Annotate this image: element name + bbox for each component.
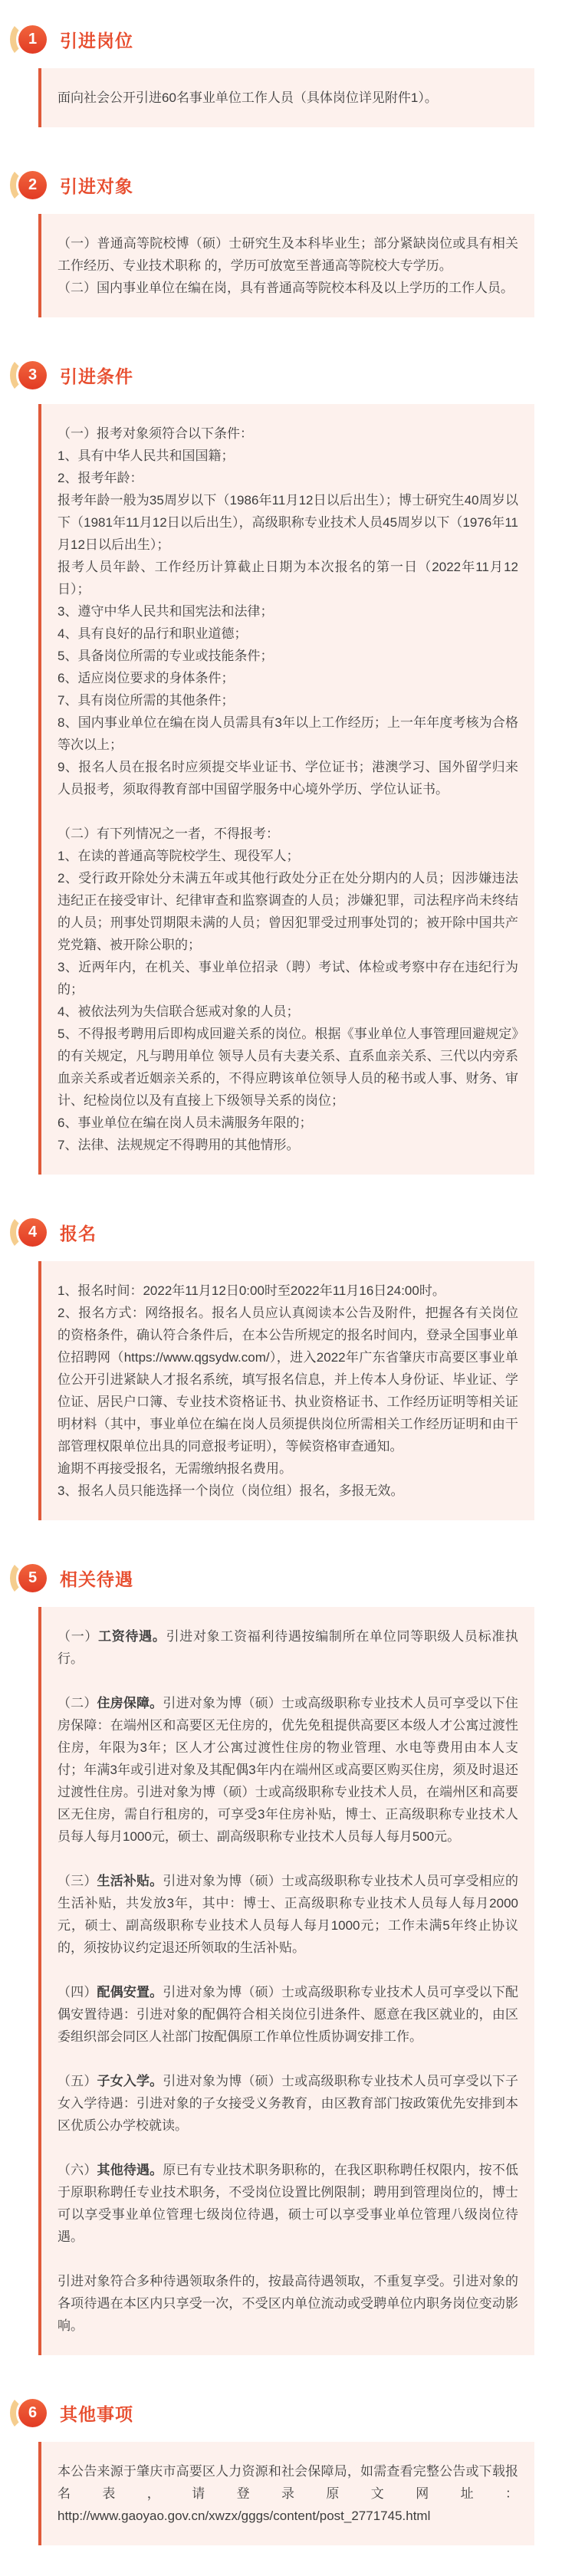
section-title: 引进岗位 — [60, 30, 133, 51]
paragraph-text: 逾期不再接受报名，无需缴纳报名费用。 — [58, 1461, 292, 1476]
paragraph-text: （一）普通高等院校博（硕）士研究生及本科毕业生；部分紧缺岗位或具有相关工作经历、专业技术职称 的，学历可放宽至普通高等院校大专学历。 — [58, 236, 518, 273]
paragraph — [58, 845, 518, 867]
section-number-badge — [18, 171, 47, 199]
paragraph — [58, 667, 518, 689]
paragraph — [58, 1870, 518, 1959]
section-content-box — [38, 2442, 534, 2545]
paragraph-text: 8、国内事业单位在编在岗人员需具有3年以上工作经历；上一年年度考核为合格等次以上； — [58, 715, 518, 752]
source-url[interactable]: http://www.gaoyao.gov.cn/xwzx/gggs/content/post_2771745.html — [58, 2509, 431, 2523]
paragraph-text: 引进对象为博（硕）士或高级职称专业技术人员可享受以下住房保障：在端州区和高要区无住房的，优先免租提供高要区本级人才公寓过渡性住房，年限为3年；区人才公寓过渡性住房的物业管理、水电等费用由本人支付；年满3年或引进对象及其配偶3年内在端州区或高要区购买住房，须及时退还过渡性住房。引进对象为博（硕）士或高级职称专业技术人员，在端州区和高要区无住房，需自行租房的，可享受3年住房补贴，博士、正高级职称专业技术人员每人每月1000元，硕士、副高级职称专业技术人员每人每月500元。 — [58, 1696, 519, 1844]
paragraph — [58, 645, 518, 667]
list-index: （三） — [58, 1874, 97, 1888]
paragraph-text: 2、受行政开除处分未满五年或其他行政处分正在处分期内的人员；因涉嫌违法违纪正在接受审计、纪律审查和监察调查的人员；涉嫌犯罪，司法程序尚未终结的人员；刑事处罚期限未满的人员；曾因犯罪受过刑事处罚的；被开除中国共产党党籍、被开除公职的； — [58, 871, 518, 952]
paragraph — [58, 277, 518, 299]
section-content-box — [38, 1261, 534, 1520]
paragraph — [58, 1280, 518, 1302]
section-content-box — [38, 1607, 534, 2355]
section-number: 5 — [18, 1564, 47, 1592]
section-number-badge — [18, 1564, 47, 1592]
paragraph-text: （二）国内事业单位在编在岗，具有普通高等院校本科及以上学历的工作人员。 — [58, 281, 514, 295]
paragraph — [58, 956, 518, 1001]
paragraph — [58, 232, 518, 277]
paragraph — [58, 1134, 518, 1156]
paragraph-text: 引进对象符合多种待遇领取条件的，按最高待遇领取，不重复享受。引进对象的各项待遇在本区内只享受一次，不受区内单位流动或受聘单位内职务岗位变动影响。 — [58, 2274, 518, 2333]
section-title: 引进条件 — [60, 366, 133, 386]
paragraph-text: 引进对象为博（硕）士或高级职称专业技术人员可享受以下子女入学待遇：引进对象的子女接受义务教育，由区教育部门按政策优先安排到本区优质公办学校就读。 — [58, 2074, 519, 2133]
paragraph-label: 工资待遇。 — [98, 1629, 166, 1644]
paragraph-text: 面向社会公开引进60名事业单位工作人员（具体岗位详见附件1）。 — [58, 90, 438, 105]
paragraph-text: 引进对象为博（硕）士或高级职称专业技术人员可享受相应的生活补贴，共发放3年，其中：博士、正高级职称专业技术人员每人每月2000元，硕士、副高级职称专业技术人员每人每月1000元；工作未满5年终止协议的，须按协议约定退还所领取的生活补贴。 — [58, 1874, 519, 1955]
announcement-section — [0, 1214, 575, 1520]
paragraph-text: 5、具备岗位所需的专业或技能条件； — [58, 649, 274, 663]
section-title: 引进对象 — [60, 176, 133, 196]
paragraph — [58, 467, 518, 489]
section-number-badge — [18, 2399, 47, 2427]
announcement-section — [0, 1560, 575, 2355]
section-number: 3 — [18, 361, 47, 389]
paragraph — [58, 600, 518, 623]
paragraph — [58, 1981, 518, 2048]
paragraph-label: 子女入学。 — [97, 2074, 163, 2088]
paragraph — [58, 823, 518, 845]
paragraph — [58, 1112, 518, 1134]
paragraph-text: 报考人员年龄、工作经历计算截止日期为本次报名的第一日（2022年11月12日）； — [58, 560, 518, 596]
paragraph-text: 3、近两年内，在机关、事业单位招录（聘）考试、体检或考察中存在违纪行为的； — [58, 960, 518, 997]
paragraph-text: 2、报考年龄： — [58, 471, 143, 485]
paragraph — [58, 1457, 518, 1480]
list-index: （五） — [58, 2074, 97, 2088]
paragraph — [58, 1692, 518, 1848]
paragraph-text: 1、报名时间：2022年11月12日0:00时至2022年11月16日24:00时。 — [58, 1283, 445, 1298]
paragraph — [58, 689, 518, 711]
paragraph-text: 1、在读的普通高等院校学生、现役军人； — [58, 849, 300, 863]
paragraph-text: 引进对象工资福利待遇按编制所在单位同等职级人员标准执行。 — [58, 1629, 519, 1666]
section-header — [18, 21, 575, 57]
announcement-section — [0, 2395, 575, 2545]
paragraph-text: 5、不得报考聘用后即构成回避关系的岗位。根据《事业单位人事管理回避规定》的有关规定，凡与聘用单位 领导人员有夫妻关系、直系血亲关系、三代以内旁系血亲关系或者近姻亲关系的，不得应聘该单位领导人员的秘书或人事、财务、审计、纪检岗位以及有直接上下级领导关系的岗位； — [58, 1027, 518, 1108]
section-title: 其他事项 — [60, 2404, 133, 2424]
section-number-badge — [18, 361, 47, 389]
paragraph-text: 7、具有岗位所需的其他条件； — [58, 693, 235, 708]
paragraph-text: 2、报名方式：网络报名。报名人员应认真阅读本公告及附件，把握各有关岗位的资格条件，确认符合条件后，在本公告所规定的报名时间内，登录全国事业单位招聘网（https://www.qgsydw.com/），进入2022年广东省肇庆市高要区事业单位公开引进紧缺人才报名系统，填写报名信息，并上传本人身份证、毕业证、学位证、居民户口簿、专业技术资格证书、执业资格证书、工作经历证明等相关证明材料（其中，事业单位在编在岗人员须提供岗位所需相关工作经历证明和由干部管理权限单位出具的同意报考证明），等候资格审查通知。 — [58, 1306, 518, 1454]
paragraph-text: 3、遵守中华人民共和国宪法和法律； — [58, 604, 274, 619]
announcement-section — [0, 357, 575, 1175]
paragraph — [58, 422, 518, 445]
paragraph — [58, 623, 518, 645]
paragraph — [58, 445, 518, 467]
paragraph — [58, 2270, 518, 2337]
paragraph-text: 原已有专业技术职务职称的，在我区职称聘任权限内，按不低于原职称聘任专业技术职务，不受岗位设置比例限制；聘用到管理岗位的，博士可以享受事业单位管理七级岗位待遇，硕士可以享受事业单位管理八级岗位待遇。 — [58, 2163, 519, 2244]
paragraph — [58, 1625, 518, 1670]
section-content-box — [38, 404, 534, 1175]
paragraph — [58, 756, 518, 800]
paragraph-text: 1、具有中华人民共和国国籍； — [58, 449, 235, 463]
paragraph-text: 报考年龄一般为35周岁以下（1986年11月12日以后出生）；博士研究生40周岁以下（1981年11月12日以后出生），高级职称专业技术人员45周岁以下（1976年11月12日以后出生）； — [58, 493, 518, 552]
paragraph-label: 其他待遇。 — [97, 2163, 163, 2177]
paragraph — [58, 1001, 518, 1023]
paragraph-text: 本公告来源于肇庆市高要区人力资源和社会保障局，如需查看完整公告或下载报名表，请登录原文网址： — [58, 2464, 518, 2501]
paragraph-text: 4、被依法列为失信联合惩戒对象的人员； — [58, 1004, 300, 1019]
section-header — [18, 1560, 575, 1595]
announcement-section — [0, 21, 575, 127]
paragraph-label: 配偶安置。 — [97, 1985, 163, 1999]
paragraph-label: 生活补贴。 — [97, 1874, 163, 1888]
paragraph — [58, 87, 518, 109]
section-header — [18, 357, 575, 393]
paragraph-text: 9、报名人员在报名时应须提交毕业证书、学位证书；港澳学习、国外留学归来人员报考，须取得教育部中国留学服务中心境外学历、学位认证书。 — [58, 760, 518, 797]
paragraph-text: 6、事业单位在编在岗人员未满服务年限的； — [58, 1116, 313, 1130]
paragraph-text: 4、具有良好的品行和职业道德； — [58, 626, 248, 641]
list-index: （四） — [58, 1985, 97, 1999]
paragraph-label: 住房保障。 — [97, 1696, 163, 1710]
paragraph — [58, 2460, 518, 2527]
paragraph — [58, 1302, 518, 1457]
announcement-section — [0, 167, 575, 317]
paragraph — [58, 2159, 518, 2248]
section-title: 相关待遇 — [60, 1569, 133, 1589]
paragraph-text: （一）报考对象须符合以下条件： — [58, 426, 253, 441]
section-number: 6 — [18, 2399, 47, 2427]
section-number-badge — [18, 1218, 47, 1247]
section-number: 1 — [18, 25, 47, 54]
section-header — [18, 1214, 575, 1250]
paragraph — [58, 489, 518, 556]
section-header — [18, 167, 575, 202]
paragraph — [58, 867, 518, 956]
section-number: 2 — [18, 171, 47, 199]
paragraph — [58, 711, 518, 756]
paragraph — [58, 2070, 518, 2137]
paragraph — [58, 556, 518, 600]
paragraph-text: 6、适应岗位要求的身体条件； — [58, 671, 235, 685]
paragraph-text: 7、法律、法规规定不得聘用的其他情形。 — [58, 1138, 300, 1152]
section-header — [18, 2395, 575, 2430]
list-index: （二） — [58, 1696, 97, 1710]
list-index: （一） — [58, 1629, 99, 1644]
section-content-box — [38, 214, 534, 317]
section-title: 报名 — [60, 1223, 97, 1244]
section-number: 4 — [18, 1218, 47, 1247]
paragraph-text: 引进对象为博（硕）士或高级职称专业技术人员可享受以下配偶安置待遇：引进对象的配偶符合相关岗位引进条件、愿意在我区就业的，由区委组织部会同区人社部门按配偶原工作单位性质协调安排工作。 — [58, 1985, 519, 2044]
section-content-box — [38, 68, 534, 127]
list-index: （六） — [58, 2163, 97, 2177]
paragraph-text: 3、报名人员只能选择一个岗位（岗位组）报名，多报无效。 — [58, 1484, 404, 1498]
section-number-badge — [18, 25, 47, 54]
paragraph — [58, 1480, 518, 1502]
paragraph-text: （二）有下列情况之一者，不得报考： — [58, 826, 279, 841]
paragraph — [58, 1023, 518, 1112]
